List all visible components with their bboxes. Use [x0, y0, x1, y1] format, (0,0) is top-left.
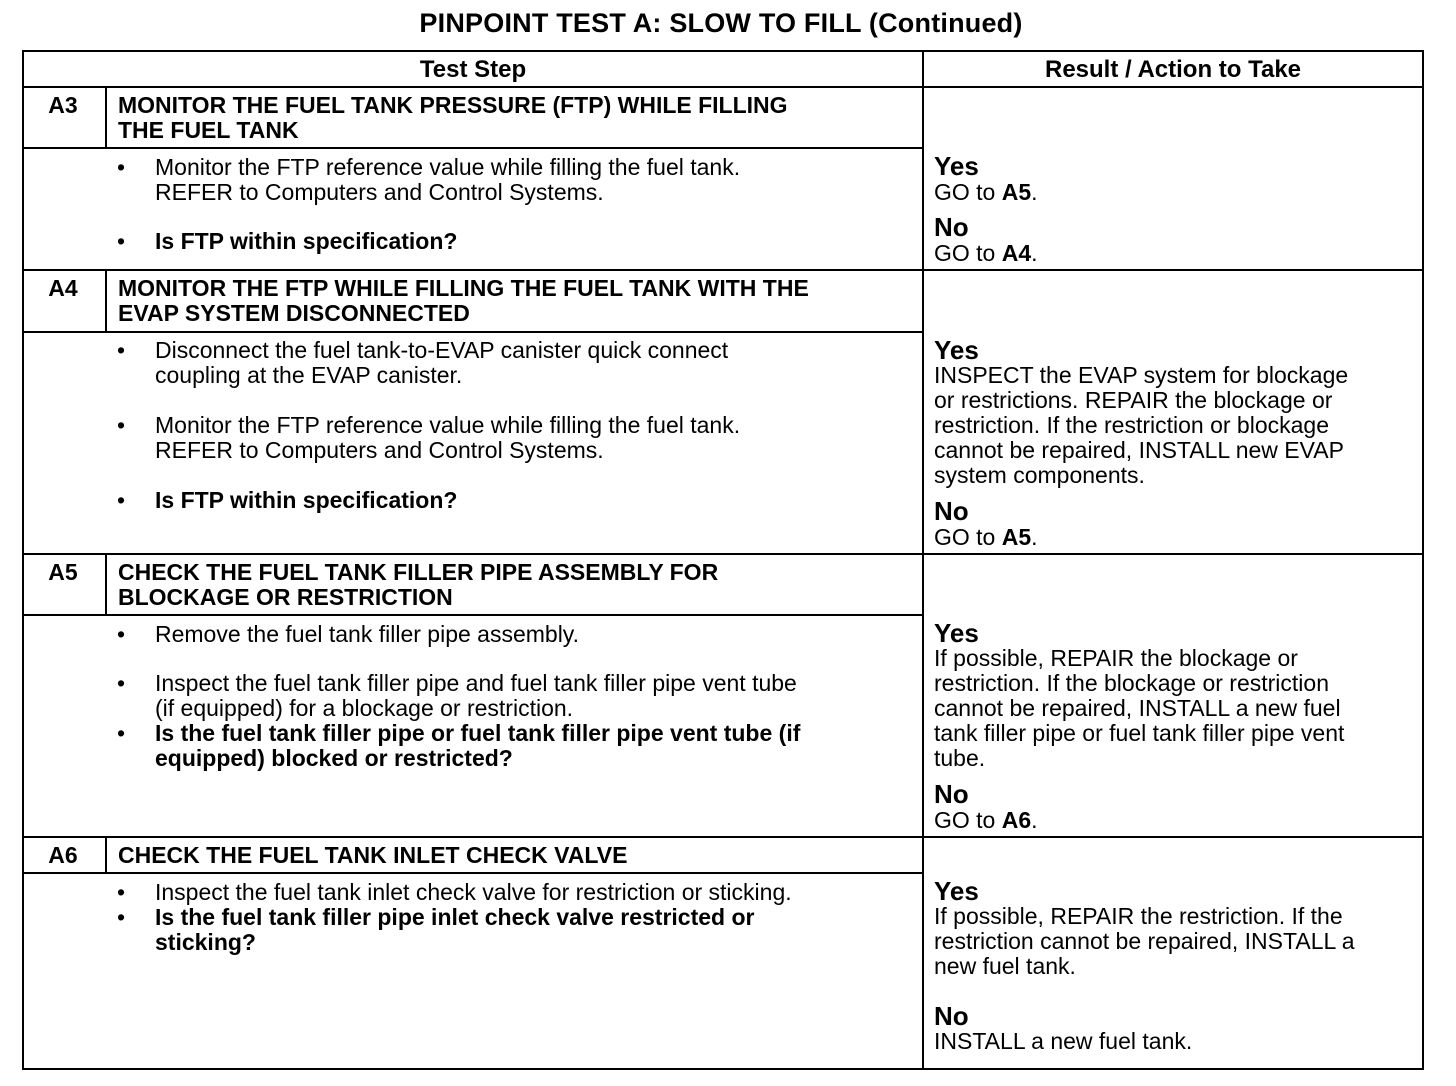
yes-label: Yes — [934, 876, 979, 906]
page-title: PINPOINT TEST A: SLOW TO FILL (Continued) — [419, 8, 1023, 38]
no-action: GO to A4. — [934, 240, 1038, 266]
bullet-text: Disconnect the fuel tank-to-EVAP canister quick connect coupling at the EVAP canister. — [155, 337, 729, 388]
yes-action: If possible, REPAIR the blockage or restriction. If the blockage or restriction cannot be repaired, INSTALL a new fuel tank filler pipe or fuel tank filler pipe vent tube. — [934, 645, 1345, 771]
bullet-text: Inspect the fuel tank filler pipe and fuel tank filler pipe vent tube (if equipped) for a blockage or restriction. — [155, 670, 797, 721]
no-label: No — [934, 779, 969, 809]
step-id-divider — [105, 271, 107, 333]
step-id: A4 — [48, 275, 78, 301]
yes-label: Yes — [934, 151, 979, 181]
yes-action: GO to A5. — [934, 179, 1038, 205]
step-id-divider — [105, 838, 107, 874]
step-id: A5 — [48, 559, 78, 585]
no-label: No — [934, 1001, 969, 1031]
step-id-divider — [105, 555, 107, 616]
header-divider — [24, 86, 1422, 88]
step-heading: CHECK THE FUEL TANK INLET CHECK VALVE — [118, 842, 628, 868]
step-heading: MONITOR THE FUEL TANK PRESSURE (FTP) WHILE FILLING THE FUEL TANK — [118, 92, 788, 143]
no-action: INSTALL a new fuel tank. — [934, 1028, 1193, 1054]
step-heading: CHECK THE FUEL TANK FILLER PIPE ASSEMBLY FOR BLOCKAGE OR RESTRICTION — [118, 559, 719, 610]
bullet-marker: • — [117, 412, 126, 438]
no-label: No — [934, 212, 969, 242]
pinpoint-test-table — [22, 50, 1424, 1070]
column-header-result: Result / Action to Take — [1044, 56, 1302, 83]
no-action: GO to A5. — [934, 524, 1038, 550]
heading-divider — [24, 331, 922, 333]
step-id: A6 — [48, 842, 78, 868]
bullet-text: Monitor the FTP reference value while filling the fuel tank. REFER to Computers and Control Systems. — [155, 412, 741, 463]
bullet-question: Is the fuel tank filler pipe inlet check valve restricted or sticking? — [155, 904, 755, 955]
bullet-question: Is FTP within specification? — [155, 487, 458, 513]
no-label: No — [934, 496, 969, 526]
no-action: GO to A6. — [934, 807, 1038, 833]
bullet-marker: • — [117, 228, 126, 254]
bullet-marker: • — [117, 337, 126, 363]
bullet-marker: • — [117, 621, 126, 647]
step-heading: MONITOR THE FTP WHILE FILLING THE FUEL TANK WITH THE EVAP SYSTEM DISCONNECTED — [118, 275, 809, 326]
bullet-marker: • — [117, 904, 126, 930]
heading-divider — [24, 147, 922, 149]
yes-label: Yes — [934, 335, 979, 365]
yes-action: INSPECT the EVAP system for blockage or restrictions. REPAIR the blockage or restriction. If the restriction or blockage cannot be repaired, INSTALL new EVAP system components. — [934, 362, 1349, 488]
row-divider — [24, 553, 1422, 555]
yes-action: If possible, REPAIR the restriction. If the restriction cannot be repaired, INSTALL a new fuel tank. — [934, 903, 1355, 979]
bullet-marker: • — [117, 154, 126, 180]
yes-label: Yes — [934, 618, 979, 648]
heading-divider — [24, 872, 922, 874]
bullet-marker: • — [117, 670, 126, 696]
row-divider — [24, 269, 1422, 271]
bullet-text: Inspect the fuel tank inlet check valve for restriction or sticking. — [155, 879, 792, 905]
step-id: A3 — [48, 92, 78, 118]
step-id-divider — [105, 88, 107, 149]
column-divider — [922, 52, 924, 1068]
bullet-marker: • — [117, 720, 126, 746]
bullet-question: Is FTP within specification? — [155, 228, 458, 254]
bullet-text: Remove the fuel tank filler pipe assembly. — [155, 621, 579, 647]
bullet-marker: • — [117, 879, 126, 905]
bullet-text: Monitor the FTP reference value while filling the fuel tank. REFER to Computers and Control Systems. — [155, 154, 741, 205]
column-header-test-step: Test Step — [419, 56, 527, 83]
heading-divider — [24, 614, 922, 616]
row-divider — [24, 836, 1422, 838]
bullet-question: Is the fuel tank filler pipe or fuel tank filler pipe vent tube (if equipped) blocked or restricted? — [155, 720, 801, 771]
bullet-marker: • — [117, 487, 126, 513]
